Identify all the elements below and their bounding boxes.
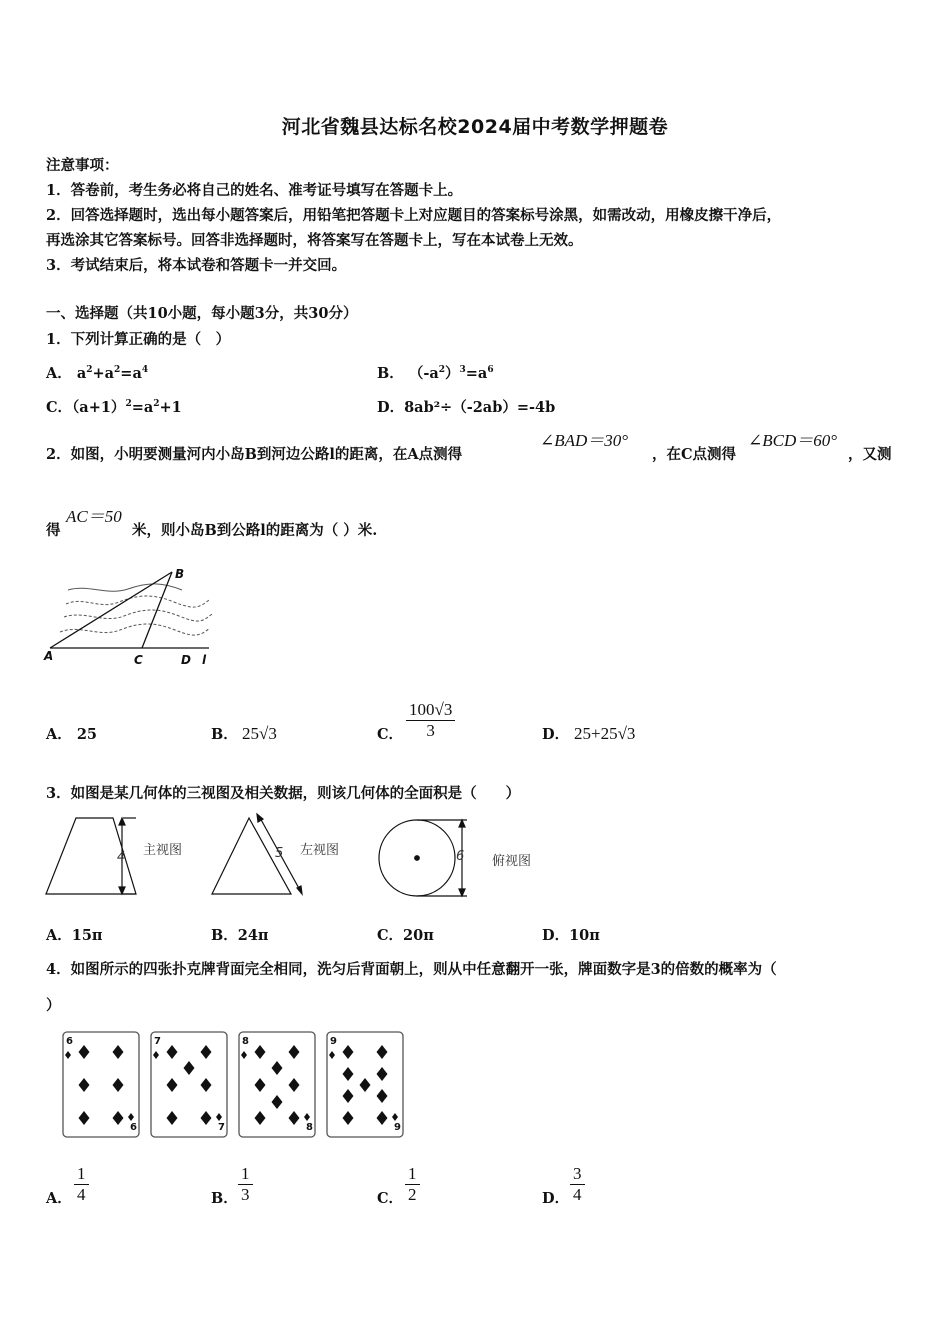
q3-left-label: 左视图 [300, 843, 340, 858]
fig-label-l: l [202, 653, 207, 667]
svg-text:9: 9 [394, 1122, 401, 1133]
q2-option-c: $\frac{100√3}{3}$ [406, 700, 455, 741]
playing-card [63, 1032, 139, 1137]
svg-text:6: 6 [66, 1036, 73, 1047]
q3-front-label: 主视图 [143, 843, 183, 858]
q2-angle-bcd: ∠BCD＝60° [748, 431, 838, 450]
svg-text:8: 8 [242, 1036, 249, 1047]
q1-option-d: D．8ab²÷（-2ab）=-4b [377, 399, 556, 416]
q3-three-views-figure [44, 812, 534, 902]
playing-card [151, 1032, 227, 1137]
svg-text:8: 8 [306, 1122, 313, 1133]
q2-river-figure [44, 562, 219, 670]
q4-option-b-label: B． [211, 1190, 238, 1207]
q2-option-b: 25√3 [242, 724, 277, 743]
notice-item: 3．考试结束后，将本试卷和答题卡一并交回。 [46, 257, 347, 274]
q2-option-b-label: B． [211, 726, 238, 743]
question-2-stem-d: 得 [46, 522, 61, 539]
notice-item: 再选涂其它答案标号。回答非选择题时，将答案写在答题卡上，写在本试卷上无效。 [46, 232, 583, 249]
svg-text:7: 7 [218, 1122, 225, 1133]
fig-label-b: B [175, 567, 185, 581]
q4-option-c: $\frac{1}{2}$ [405, 1164, 420, 1205]
q2-angle-bad: ∠BAD＝30° [540, 431, 629, 450]
question-2-stem-c: ，又测 [848, 446, 892, 463]
fig-label-c: C [134, 653, 143, 667]
question-4-stem-a: 4．如图所示的四张扑克牌背面完全相同，洗匀后背面朝上，则从中任意翻开一张，牌面数字是3的倍数的概率为（ [46, 961, 777, 978]
q4-option-c-label: C． [377, 1190, 404, 1207]
q3-option-a: A．15π [46, 927, 103, 944]
notice-item: 2．回答选择题时，选出每小题答案后，用铅笔把答题卡上对应题目的答案标号涂黑，如需改动，用橡皮擦干净后， [46, 207, 782, 224]
q3-option-c: C．20π [377, 927, 434, 944]
q3-top-label: 俯视图 [492, 854, 532, 869]
question-2-stem-a: 2．如图，小明要测量河内小岛B到河边公路l的距离，在A点测得 [46, 446, 463, 463]
q4-option-d: $\frac{3}{4}$ [570, 1164, 585, 1205]
svg-text:7: 7 [154, 1036, 161, 1047]
q3-left-dim: 5 [275, 846, 284, 861]
q3-top-dim: 6 [456, 849, 465, 864]
q4-playing-cards [60, 1030, 405, 1142]
q2-option-d: 25+25√3 [574, 724, 636, 743]
section-heading: 一、选择题（共10小题，每小题3分，共30分） [46, 305, 358, 322]
svg-text:9: 9 [330, 1036, 337, 1047]
q1-option-c: C．$(a+1)^2=a^2+1$ [46, 399, 182, 416]
question-3-stem: 3．如图是某几何体的三视图及相关数据，则该几何体的全面积是（ ） [46, 785, 521, 802]
q2-option-a: A． 25 [46, 726, 98, 743]
notice-heading: 注意事项： [46, 157, 119, 174]
q1-option-a: A． $a^2+a^2=a^4$ [46, 365, 149, 382]
question-1-stem: 1．下列计算正确的是（ ） [46, 331, 231, 348]
playing-card [239, 1032, 315, 1137]
q2-option-c-label: C． [377, 726, 404, 743]
question-4-stem-b: ） [46, 997, 61, 1014]
question-2-stem-e: 米，则小岛B到公路l的距离为（ ）米. [132, 522, 378, 539]
q4-option-a: $\frac{1}{4}$ [74, 1164, 89, 1205]
q1-option-b: B． $(-a^2)^3=a^6$ [377, 365, 494, 382]
page-title: 河北省魏县达标名校2024届中考数学押题卷 [281, 116, 669, 138]
q3-option-b: B．24π [211, 927, 269, 944]
q4-option-b: $\frac{1}{3}$ [238, 1164, 253, 1205]
svg-text:6: 6 [130, 1122, 137, 1133]
q2-ac-length: AC＝50 [66, 507, 122, 526]
q3-option-d: D．10π [542, 927, 600, 944]
fig-label-a: A [44, 649, 54, 663]
fig-label-d: D [181, 653, 191, 667]
q2-option-d-label: D． [542, 726, 570, 743]
q4-option-a-label: A． [46, 1190, 72, 1207]
q3-front-dim: 4 [117, 850, 126, 865]
notice-item: 1．答卷前，考生务必将自己的姓名、准考证号填写在答题卡上。 [46, 182, 463, 199]
question-2-stem-b: ，在C点测得 [652, 446, 737, 463]
q4-option-d-label: D． [542, 1190, 570, 1207]
